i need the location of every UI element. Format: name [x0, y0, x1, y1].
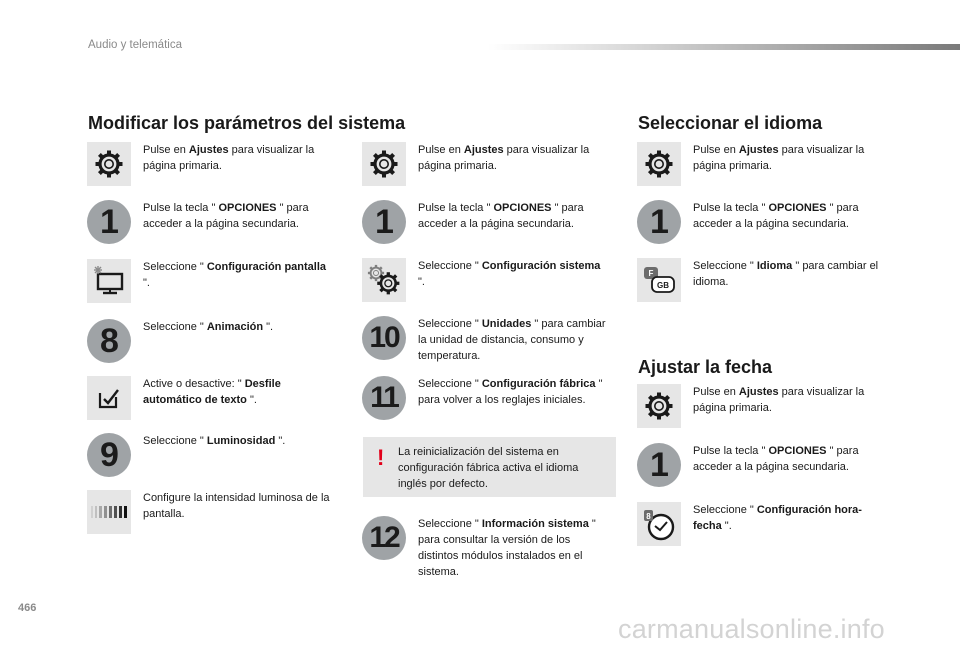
section-title-date: Ajustar la fecha	[638, 357, 773, 377]
page-number: 466	[18, 602, 37, 614]
svg-text:F: F	[648, 269, 654, 278]
step-col2-4	[362, 316, 608, 364]
step-text: Configure la intensidad luminosa de la pantalla.	[143, 492, 330, 520]
step-col2-5	[362, 376, 608, 420]
step-col2-6	[362, 516, 608, 580]
step-number-badge: 11	[362, 376, 406, 420]
watermark: carmanualsonline.info	[618, 614, 885, 644]
step-col1-1	[87, 142, 333, 186]
step-col1-7	[87, 490, 333, 534]
step-text: Pulse la tecla " OPCIONES " para acceder a la página secundaria.	[693, 445, 859, 473]
step-text: Seleccione " Animación ".	[143, 321, 274, 333]
step-number-badge: 8	[87, 319, 131, 363]
step-col1-6	[87, 433, 333, 477]
step-text: Pulse la tecla " OPCIONES " para acceder a la página secundaria.	[693, 202, 859, 230]
step-number-badge: 1	[362, 200, 406, 244]
section-title-system: Modificar los parámetros del sistema	[88, 113, 406, 133]
step-text: Pulse en Ajustes para visualizar la página primaria.	[693, 144, 865, 172]
step-number-badge: 9	[87, 433, 131, 477]
step-col3-2	[637, 200, 883, 244]
step-number-badge: 1	[637, 443, 681, 487]
svg-text:8: 8	[646, 512, 651, 521]
step-text: Seleccione " Información sistema " para consultar la versión de los distintos módulos instalados en el sistema.	[418, 518, 596, 578]
clock-icon	[637, 502, 681, 546]
step-number-badge: 12	[362, 516, 406, 560]
step-text: Seleccione " Configuración hora-fecha ".	[693, 504, 862, 532]
step-text: Seleccione " Configuración sistema ".	[418, 260, 601, 288]
step-col3-4	[637, 384, 883, 428]
step-col3-5	[637, 443, 883, 487]
header-title: Audio y telemática	[88, 39, 182, 51]
brightness-bar-icon	[87, 490, 131, 534]
step-col2-1	[362, 142, 608, 186]
svg-text:GB: GB	[657, 281, 669, 290]
language-icon	[637, 258, 681, 302]
step-text: Pulse la tecla " OPCIONES " para acceder a la página secundaria.	[418, 202, 584, 230]
step-col3-1	[637, 142, 883, 186]
warning-icon: !	[377, 445, 385, 470]
step-text: Seleccione " Configuración pantalla ".	[143, 261, 327, 289]
step-text: Active o desactive: " Desfile automático de texto ".	[143, 378, 281, 406]
step-col1-3	[87, 259, 333, 303]
step-text: Pulse en Ajustes para visualizar la página primaria.	[418, 144, 590, 172]
step-text: Pulse en Ajustes para visualizar la página primaria.	[693, 386, 865, 414]
step-text: Seleccione " Configuración fábrica " para volver a los reglajes iniciales.	[418, 378, 603, 406]
step-col1-5	[87, 376, 333, 420]
step-col2-2	[362, 200, 608, 244]
gear-icon	[637, 142, 681, 186]
step-col1-4	[87, 319, 333, 363]
step-text: Seleccione " Luminosidad ".	[143, 435, 286, 447]
step-text: Pulse en Ajustes para visualizar la página primaria.	[143, 144, 315, 172]
gear-icon	[637, 384, 681, 428]
system-settings-icon	[362, 258, 406, 302]
step-number-badge: 1	[87, 200, 131, 244]
step-col3-6	[637, 502, 883, 546]
gear-icon	[362, 142, 406, 186]
checkbox-icon	[87, 376, 131, 420]
step-number-badge: 1	[637, 200, 681, 244]
step-col1-2	[87, 200, 333, 244]
gear-icon	[87, 142, 131, 186]
warning-text: La reinicialización del sistema en configuración fábrica activa el idioma inglés por defecto.	[398, 446, 579, 490]
header-gradient-bar	[488, 44, 960, 50]
step-col2-3	[362, 258, 608, 302]
section-title-language: Seleccionar el idioma	[638, 113, 823, 133]
step-text: Seleccione " Idioma " para cambiar el idioma.	[693, 260, 879, 288]
step-col3-3	[637, 258, 883, 302]
screen-settings-icon	[87, 259, 131, 303]
warning-note	[363, 437, 616, 497]
step-text: Pulse la tecla " OPCIONES " para acceder a la página secundaria.	[143, 202, 309, 230]
step-number-badge: 10	[362, 316, 406, 360]
step-text: Seleccione " Unidades " para cambiar la unidad de distancia, consumo y temperatura.	[418, 318, 606, 362]
